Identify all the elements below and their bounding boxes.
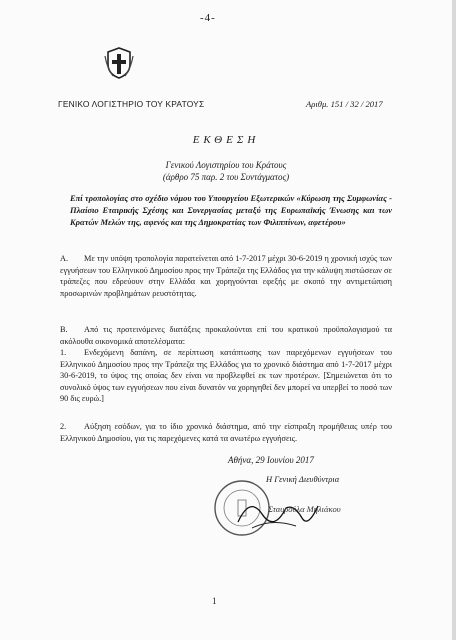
reference-number: Αριθμ. 151 / 32 / 2017 <box>306 99 383 109</box>
paragraph-1 <box>60 347 392 405</box>
paragraph-1-marker: 1. <box>60 348 67 357</box>
signer-name: Σταυρούλα Μηλιάκου <box>268 504 341 514</box>
page-number-bottom: 1 <box>212 596 217 606</box>
paragraph-a-marker: Α. <box>60 254 69 263</box>
signer-role: Η Γενική Διευθύντρια <box>266 474 340 484</box>
signature-date: Αθήνα, 29 Ιουνίου 2017 <box>228 455 314 465</box>
organization-name: ΓΕΝΙΚΟ ΛΟΓΙΣΤΗΡΙΟ ΤΟΥ ΚΡΑΤΟΥΣ <box>58 99 205 109</box>
paragraph-a <box>60 253 392 299</box>
intro-paragraph: Επί τροπολογίας στο σχέδιο νόμου του Υπουργείου Εξωτερικών «Κύρωση της Συμφωνίας - Πλαίσιο Εταιρικής Σχέσης και Συνεργασίας μεταξύ της Ευρωπαϊκής Ένωσης και των Κρατών Μελών της, αφενός και της Δημοκρατίας των Φιλιππίνων, αφετέρου» <box>70 193 392 227</box>
subtitle-legal-basis: (άρθρο 75 παρ. 2 του Συντάγματος) <box>162 172 290 182</box>
coat-of-arms-icon <box>104 46 134 80</box>
paragraph-b-marker: Β. <box>60 325 68 334</box>
paragraph-2 <box>60 421 392 444</box>
paragraph-a-text: Με την υπόψη τροπολογία παρατείνεται από 1-7-2017 μέχρι 30-6-2019 η χρονική ισχύς των εγγυήσεων του Ελληνικού Δημοσίου προς την Τράπεζα της Ελλάδος για την κάλυψη πιστώσεων σε τράπεζες που εδρεύουν στην Ελλάδα και χορηγούνται εφεξής με σκοπό την αντιμετώπιση προσωρινών προβλημάτων ρευστότητας. <box>60 254 392 298</box>
paragraph-b-text: Από τις προτεινόμενες διατάξεις προκαλούνται επί του κρατικού προϋπολογισμού τα ακόλουθα οικονομικά αποτελέσματα: <box>60 325 392 346</box>
document-title: ΕΚΘΕΣΗ <box>192 134 260 146</box>
paragraph-2-text: Αύξηση εσόδων, για το ίδιο χρονικό διάστημα, από την είσπραξη προμήθειας υπέρ του Ελληνικού Δημοσίου, για τις παρεχόμενες κατά τα ανωτέρω εγγυήσεις. <box>60 422 392 443</box>
subtitle-authority: Γενικού Λογιστηρίου του Κράτους <box>165 160 287 170</box>
paragraph-b <box>60 324 392 347</box>
paragraph-2-marker: 2. <box>60 422 67 431</box>
paragraph-1-text: Ενδεχόμενη δαπάνη, σε περίπτωση κατάπτωσης των παρεχόμενων εγγυήσεων του Ελληνικού Δημοσίου προς την Τράπεζα της Ελλάδος για το χρονικό διάστημα από 1-7-2017 μέχρι 30-6-2019, το ύψος της οποίας δεν είναι να προβλεφθεί εκ των προτέρων. [Σημειώνεται ότι το συνολικό ύψος των εγγυήσεων που είναι δυνατόν να χορηγηθεί δεν μπορεί να υπερβεί το ποσό των 90 δις ευρώ.] <box>60 348 392 403</box>
page-number-top: -4- <box>200 12 216 24</box>
